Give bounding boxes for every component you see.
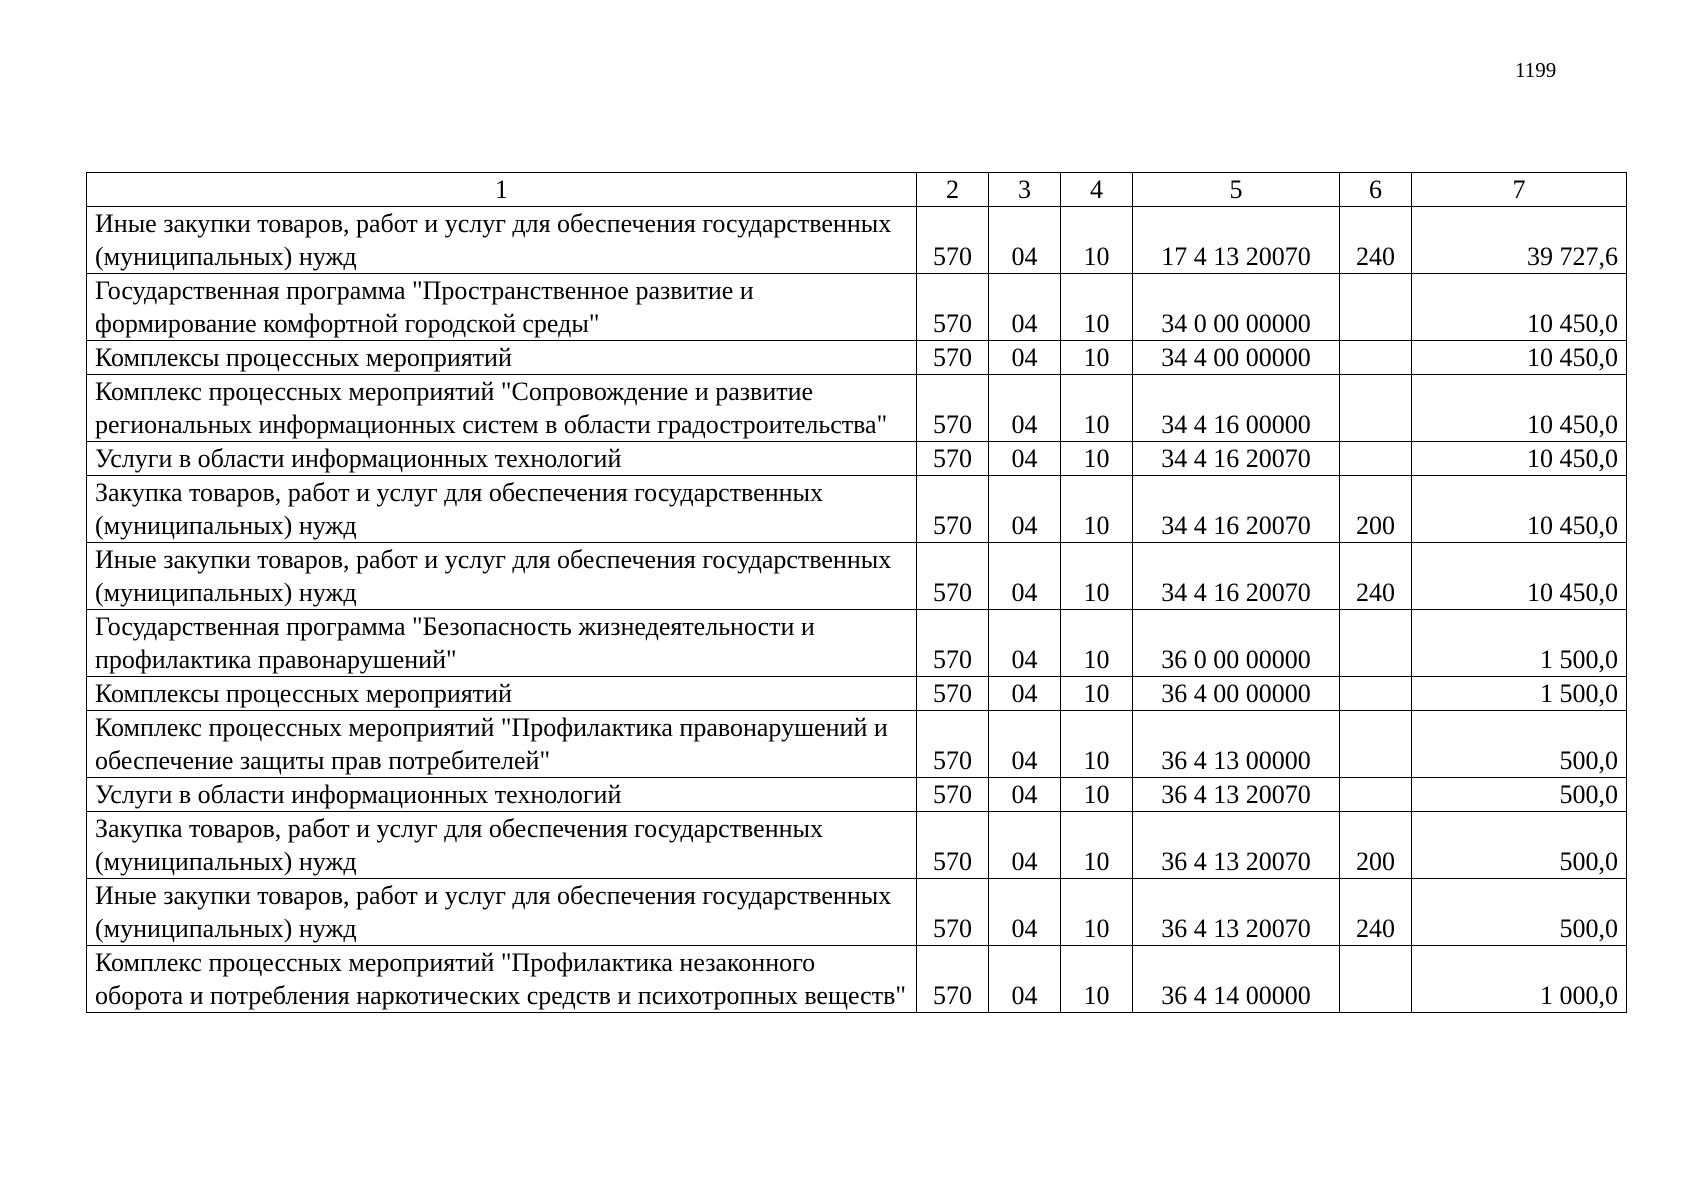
row-amount: 1 500,0 (1412, 610, 1627, 677)
row-ministry-code: 570 (917, 476, 989, 543)
row-target-article: 36 4 13 00000 (1133, 711, 1340, 778)
row-expense-type (1340, 274, 1412, 341)
header-cell-5: 5 (1133, 173, 1340, 207)
row-amount: 39 727,6 (1412, 207, 1627, 274)
row-subsection-code: 10 (1061, 946, 1133, 1013)
row-ministry-code: 570 (917, 341, 989, 375)
row-section-code: 04 (989, 879, 1061, 946)
row-expense-type (1340, 610, 1412, 677)
row-target-article: 34 4 16 00000 (1133, 375, 1340, 442)
row-name: Государственная программа "Пространственное развитие и формирование комфортной городской среды" (87, 274, 917, 341)
row-name: Иные закупки товаров, работ и услуг для обеспечения государственных (муниципальных) нужд (87, 543, 917, 610)
row-ministry-code: 570 (917, 879, 989, 946)
row-subsection-code: 10 (1061, 812, 1133, 879)
row-amount: 1 000,0 (1412, 946, 1627, 1013)
table-row (87, 711, 1627, 778)
row-expense-type (1340, 677, 1412, 711)
row-expense-type (1340, 341, 1412, 375)
row-ministry-code: 570 (917, 543, 989, 610)
row-ministry-code: 570 (917, 207, 989, 274)
row-expense-type: 200 (1340, 812, 1412, 879)
row-amount: 500,0 (1412, 879, 1627, 946)
row-expense-type: 240 (1340, 543, 1412, 610)
row-subsection-code: 10 (1061, 375, 1133, 442)
row-section-code: 04 (989, 812, 1061, 879)
row-ministry-code: 570 (917, 812, 989, 879)
table-row (87, 677, 1627, 711)
row-section-code: 04 (989, 543, 1061, 610)
table-row (87, 442, 1627, 476)
row-amount: 500,0 (1412, 812, 1627, 879)
row-section-code: 04 (989, 341, 1061, 375)
row-name: Иные закупки товаров, работ и услуг для обеспечения государственных (муниципальных) нужд (87, 207, 917, 274)
row-amount: 1 500,0 (1412, 677, 1627, 711)
table-row (87, 207, 1627, 274)
row-subsection-code: 10 (1061, 610, 1133, 677)
row-section-code: 04 (989, 207, 1061, 274)
row-target-article: 34 4 16 20070 (1133, 442, 1340, 476)
row-expense-type: 240 (1340, 207, 1412, 274)
row-amount: 10 450,0 (1412, 274, 1627, 341)
row-subsection-code: 10 (1061, 711, 1133, 778)
row-amount: 500,0 (1412, 778, 1627, 812)
row-section-code: 04 (989, 476, 1061, 543)
row-ministry-code: 570 (917, 442, 989, 476)
header-cell-4: 4 (1061, 173, 1133, 207)
table-body (87, 207, 1627, 1013)
row-expense-type: 200 (1340, 476, 1412, 543)
row-amount: 500,0 (1412, 711, 1627, 778)
table-row (87, 543, 1627, 610)
row-section-code: 04 (989, 778, 1061, 812)
row-subsection-code: 10 (1061, 543, 1133, 610)
row-ministry-code: 570 (917, 677, 989, 711)
row-amount: 10 450,0 (1412, 476, 1627, 543)
row-section-code: 04 (989, 442, 1061, 476)
row-name: Комплексы процессных мероприятий (87, 677, 917, 711)
row-name: Комплексы процессных мероприятий (87, 341, 917, 375)
row-subsection-code: 10 (1061, 879, 1133, 946)
row-name: Услуги в области информационных технологий (87, 778, 917, 812)
header-row (87, 173, 1627, 207)
row-section-code: 04 (989, 946, 1061, 1013)
row-subsection-code: 10 (1061, 274, 1133, 341)
row-target-article: 34 4 00 00000 (1133, 341, 1340, 375)
row-amount: 10 450,0 (1412, 375, 1627, 442)
row-target-article: 17 4 13 20070 (1133, 207, 1340, 274)
header-cell-2: 2 (917, 173, 989, 207)
header-cell-3: 3 (989, 173, 1061, 207)
row-section-code: 04 (989, 711, 1061, 778)
table-row (87, 879, 1627, 946)
row-ministry-code: 570 (917, 274, 989, 341)
row-name: Комплекс процессных мероприятий "Профилактика правонарушений и обеспечение защиты прав потребителей" (87, 711, 917, 778)
header-cell-6: 6 (1340, 173, 1412, 207)
row-name: Иные закупки товаров, работ и услуг для обеспечения государственных (муниципальных) нужд (87, 879, 917, 946)
row-amount: 10 450,0 (1412, 543, 1627, 610)
row-target-article: 36 4 00 00000 (1133, 677, 1340, 711)
row-name: Услуги в области информационных технологий (87, 442, 917, 476)
row-target-article: 36 0 00 00000 (1133, 610, 1340, 677)
row-ministry-code: 570 (917, 375, 989, 442)
row-expense-type: 240 (1340, 879, 1412, 946)
row-subsection-code: 10 (1061, 207, 1133, 274)
row-section-code: 04 (989, 610, 1061, 677)
table-row (87, 274, 1627, 341)
table-row (87, 812, 1627, 879)
row-subsection-code: 10 (1061, 341, 1133, 375)
row-target-article: 34 0 00 00000 (1133, 274, 1340, 341)
row-section-code: 04 (989, 375, 1061, 442)
table-row (87, 778, 1627, 812)
row-name: Комплекс процессных мероприятий "Сопровождение и развитие региональных информационных систем в области градостроительства" (87, 375, 917, 442)
row-amount: 10 450,0 (1412, 341, 1627, 375)
row-section-code: 04 (989, 677, 1061, 711)
row-subsection-code: 10 (1061, 476, 1133, 543)
row-subsection-code: 10 (1061, 677, 1133, 711)
row-expense-type (1340, 442, 1412, 476)
row-expense-type (1340, 946, 1412, 1013)
row-expense-type (1340, 711, 1412, 778)
row-ministry-code: 570 (917, 778, 989, 812)
row-target-article: 36 4 13 20070 (1133, 778, 1340, 812)
row-ministry-code: 570 (917, 711, 989, 778)
row-subsection-code: 10 (1061, 778, 1133, 812)
row-expense-type (1340, 375, 1412, 442)
row-name: Закупка товаров, работ и услуг для обеспечения государственных (муниципальных) нужд (87, 812, 917, 879)
page-number: 1199 (1515, 58, 1557, 82)
row-name: Комплекс процессных мероприятий "Профилактика незаконного оборота и потребления наркотических средств и психотропных веществ" (87, 946, 917, 1013)
table-row (87, 946, 1627, 1013)
header-cell-7: 7 (1412, 173, 1627, 207)
table-row (87, 341, 1627, 375)
row-target-article: 36 4 14 00000 (1133, 946, 1340, 1013)
row-ministry-code: 570 (917, 946, 989, 1013)
table-row (87, 476, 1627, 543)
row-target-article: 36 4 13 20070 (1133, 879, 1340, 946)
header-cell-1: 1 (87, 173, 917, 207)
table-row (87, 375, 1627, 442)
row-target-article: 34 4 16 20070 (1133, 543, 1340, 610)
row-ministry-code: 570 (917, 610, 989, 677)
row-name: Государственная программа "Безопасность жизнедеятельности и профилактика правонарушений" (87, 610, 917, 677)
row-section-code: 04 (989, 274, 1061, 341)
row-target-article: 36 4 13 20070 (1133, 812, 1340, 879)
budget-table (86, 172, 1627, 1013)
row-target-article: 34 4 16 20070 (1133, 476, 1340, 543)
row-expense-type (1340, 778, 1412, 812)
row-name: Закупка товаров, работ и услуг для обеспечения государственных (муниципальных) нужд (87, 476, 917, 543)
table-row (87, 610, 1627, 677)
row-subsection-code: 10 (1061, 442, 1133, 476)
row-amount: 10 450,0 (1412, 442, 1627, 476)
